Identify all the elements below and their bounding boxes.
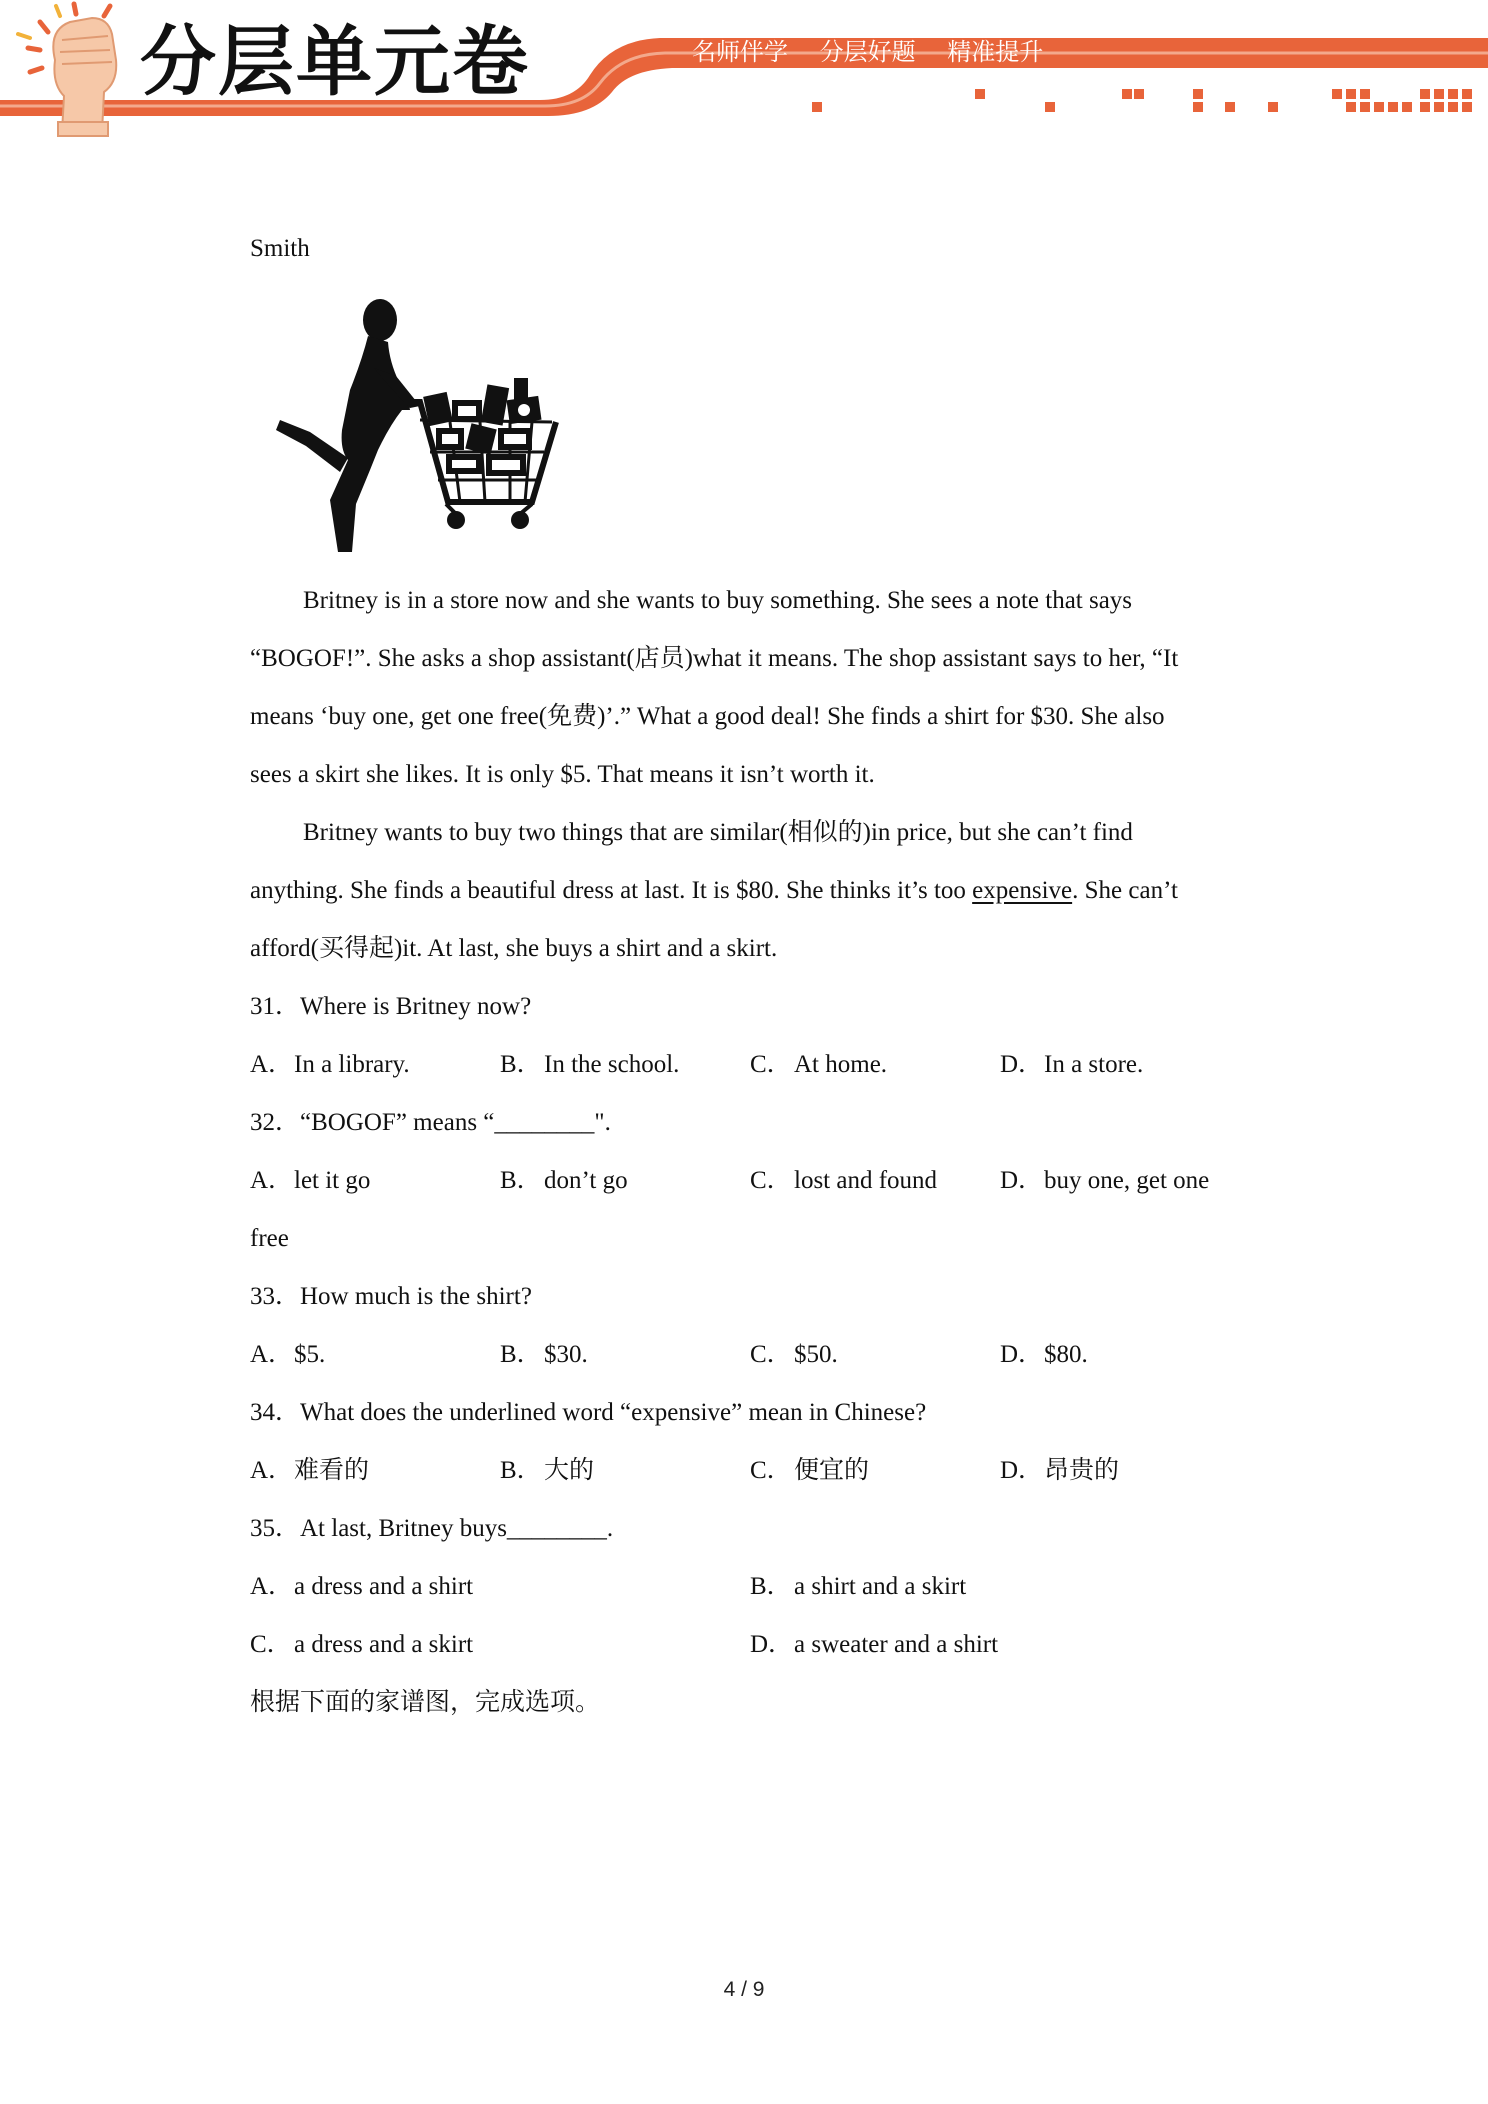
passage-line: Britney is in a store now and she wants to buy something. She sees a note that says <box>303 587 1133 614</box>
section-instruction: 根据下面的家谱图，完成选项。 <box>250 1689 601 1716</box>
option-b[interactable] <box>500 1036 750 1094</box>
option-label: A． <box>250 1167 294 1194</box>
page-number: 4 / 9 <box>723 1978 765 2001</box>
question-stem: 31．Where is Britney now? <box>250 993 532 1020</box>
option-label: B． <box>750 1573 792 1600</box>
option-a[interactable] <box>250 1152 500 1210</box>
option-label: D． <box>750 1631 794 1658</box>
option-label: D． <box>1000 1167 1044 1194</box>
option-label: D． <box>1000 1051 1044 1078</box>
option-text: lost and found <box>794 1167 938 1194</box>
option-d[interactable] <box>1000 1036 1250 1094</box>
passage-line: means ‘buy one, get one free(免费)’.” What a good deal! She finds a shirt for $30. She also <box>250 703 1165 730</box>
header-banner <box>0 0 1488 140</box>
option-label: C． <box>750 1457 792 1484</box>
fist-icon <box>18 4 116 136</box>
option-label: C． <box>750 1051 792 1078</box>
option-a[interactable] <box>250 1442 500 1500</box>
option-label: C． <box>750 1341 792 1368</box>
option-text: a shirt and a skirt <box>794 1573 967 1600</box>
option-text: $80. <box>1044 1341 1088 1368</box>
slogan-item: 分层好题 <box>819 38 916 66</box>
passage-signature: Smith <box>250 235 310 262</box>
option-label: C． <box>250 1631 292 1658</box>
option-a[interactable] <box>250 1326 500 1384</box>
option-text: $30. <box>544 1341 588 1368</box>
option-text: At home. <box>794 1051 888 1078</box>
option-text: 大的 <box>544 1457 595 1484</box>
option-c[interactable] <box>250 1616 750 1674</box>
option-a[interactable] <box>250 1558 750 1616</box>
question-options <box>250 1036 1250 1094</box>
option-label: D． <box>1000 1457 1044 1484</box>
option-label: D． <box>1000 1341 1044 1368</box>
shopping-cart-image <box>270 290 570 560</box>
option-label: B． <box>500 1457 542 1484</box>
slogan-item: 精准提升 <box>947 38 1044 66</box>
option-text: a dress and a shirt <box>294 1573 474 1600</box>
option-label: C． <box>750 1167 792 1194</box>
brand-title: 分层单元卷 <box>140 17 530 106</box>
option-label: B． <box>500 1167 542 1194</box>
option-wrap-text: free <box>250 1225 289 1252</box>
question-stem: 32．“BOGOF” means “________". <box>250 1109 611 1136</box>
option-text: $5. <box>294 1341 326 1368</box>
passage-line <box>250 862 1250 920</box>
slogan-item: 名师伴学 <box>692 38 788 66</box>
option-label: A． <box>250 1573 294 1600</box>
question-options <box>250 1326 1250 1384</box>
option-label: A． <box>250 1051 294 1078</box>
question-options <box>250 1152 1250 1210</box>
option-text: 昂贵的 <box>1044 1457 1120 1484</box>
question-stem: 33．How much is the shirt? <box>250 1283 532 1310</box>
option-text: a sweater and a shirt <box>794 1631 999 1658</box>
option-c[interactable] <box>750 1326 1000 1384</box>
option-c[interactable] <box>750 1442 1000 1500</box>
passage-figure <box>250 278 1250 572</box>
passage-line: sees a skirt she likes. It is only $5. That means it isn’t worth it. <box>250 761 875 788</box>
question-options <box>250 1442 1250 1500</box>
option-label: B． <box>500 1051 542 1078</box>
option-text: 便宜的 <box>794 1457 870 1484</box>
option-text: In a library. <box>294 1051 410 1078</box>
header-slogan <box>692 35 1067 69</box>
passage-line: afford(买得起)it. At last, she buys a shirt and a skirt. <box>250 935 778 962</box>
option-d[interactable] <box>750 1616 1250 1674</box>
option-text: 难看的 <box>294 1457 370 1484</box>
option-a[interactable] <box>250 1036 500 1094</box>
option-d[interactable] <box>1000 1152 1250 1210</box>
option-text: don’t go <box>544 1167 628 1194</box>
question-stem: 35．At last, Britney buys________. <box>250 1515 614 1542</box>
option-label: B． <box>500 1341 542 1368</box>
passage-text: anything. She finds a beautiful dress at last. It is $80. She thinks it’s too <box>250 877 973 904</box>
option-text: buy one, get one <box>1044 1167 1210 1194</box>
pixel-pattern <box>812 89 1472 112</box>
option-text: let it go <box>294 1167 371 1194</box>
option-text: $50. <box>794 1341 838 1368</box>
question-stem: 34．What does the underlined word “expensive” mean in Chinese? <box>250 1399 927 1426</box>
passage-line: “BOGOF!”. She asks a shop assistant(店员)what it means. The shop assistant says to her, “It <box>250 645 1179 672</box>
question-options <box>250 1616 1250 1674</box>
question-options <box>250 1558 1250 1616</box>
option-b[interactable] <box>750 1558 1250 1616</box>
option-text: In the school. <box>544 1051 680 1078</box>
option-c[interactable] <box>750 1152 1000 1210</box>
option-label: A． <box>250 1457 294 1484</box>
option-text: In a store. <box>1044 1051 1144 1078</box>
passage-text: . She can’t <box>1072 877 1178 904</box>
underlined-word: expensive <box>972 877 1073 904</box>
option-b[interactable] <box>500 1152 750 1210</box>
option-b[interactable] <box>500 1442 750 1500</box>
option-d[interactable] <box>1000 1326 1250 1384</box>
passage-line: Britney wants to buy two things that are similar(相似的)in price, but she can’t find <box>303 819 1133 846</box>
option-label: A． <box>250 1341 294 1368</box>
option-text: a dress and a skirt <box>294 1631 474 1658</box>
option-b[interactable] <box>500 1326 750 1384</box>
reading-passage <box>250 220 1250 1732</box>
option-d[interactable] <box>1000 1442 1250 1500</box>
option-c[interactable] <box>750 1036 1000 1094</box>
